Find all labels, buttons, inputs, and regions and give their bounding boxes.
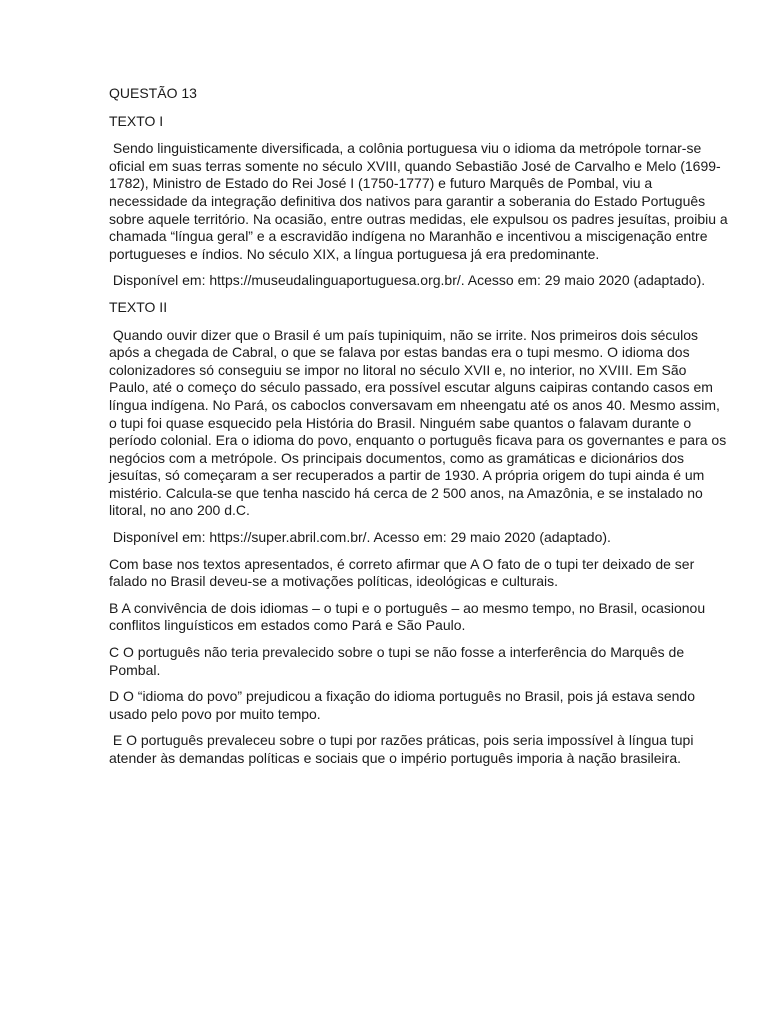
texto-1-source: Disponível em: https://museudalinguaportuguesa.org.br/. Acesso em: 29 maio 2020 (adaptado).: [109, 272, 706, 289]
texto-1-body: Sendo linguisticamente diversificada, a colônia portuguesa viu o idioma da metrópole tornar-se oficial em suas terras somente no século XVIII, quando Sebastião José de Carvalho e Melo (1699-1782), Ministro de Estado do Rei José I (1750-1777) e futuro Marquês de Pombal, viu a necessidade da integração definitiva dos nativos para garantir a soberania do Estado Português sobre aquele território. Na ocasião, entre outras medidas, ele expulsou os padres jesuítas, proibiu a chamada “língua geral” e a escravidão indígena no Maranhão e incentivou a miscigenação entre portugueses e índios. No século XIX, a língua portuguesa já era predominante.: [109, 140, 732, 262]
option-e: E O português prevaleceu sobre o tupi por razões práticas, pois seria impossível à língua tupi atender às demandas políticas e sociais que o império português imporia à nação brasileira.: [109, 732, 698, 766]
option-b: B A convivência de dois idiomas – o tupi e o português – ao mesmo tempo, no Brasil, ocasionou conflitos linguísticos em estados como Pará e São Paulo.: [109, 599, 710, 634]
question-prompt-option-a: Com base nos textos apresentados, é correto afirmar que A O fato de o tupi ter deixado de ser falado no Brasil deveu-se a motivações políticas, ideológicas e culturais.: [109, 555, 699, 590]
texto-2-body: Quando ouvir dizer que o Brasil é um país tupiniquim, não se irrite. Nos primeiros dois séculos após a chegada de Cabral, o que se falava por estas bandas era o tupi mesmo. O idioma dos colonizadores só conseguiu se impor no litoral no século XVII e, no interior, no XVIII. Em São Paulo, até o começo do século passado, era possível escutar alguns caipiras contando casos em língua indígena. No Pará, os caboclos conversavam em nheengatu até os anos 40. Mesmo assim, o tupi foi quase esquecido pela História do Brasil. Ninguém sabe quantos o falavam durante o período colonial. Era o idioma do povo, enquanto o português ficava para os governantes e para os negócios com a metrópole. Os principais documentos, como as gramáticas e dicionários dos jesuítas, só começaram a ser recuperados a partir de 1930. A própria origem do tupi ainda é um mistério. Calcula-se que tenha nascido há cerca de 2 500 anos, na Amazônia, e se instalado no litoral, no ano 200 d.C.: [109, 326, 731, 519]
texto-2-source: Disponível em: https://super.abril.com.br/. Acesso em: 29 maio 2020 (adaptado).: [109, 529, 611, 546]
texto-1-heading: TEXTO I: [109, 112, 164, 129]
option-d: D O “idioma do povo” prejudicou a fixação do idioma português no Brasil, pois já estava sendo usado pelo povo por muito tempo.: [109, 688, 699, 722]
question-title: QUESTÃO 13: [109, 85, 197, 101]
option-c: C O português não teria prevalecido sobre o tupi se não fosse a interferência do Marquês de Pombal.: [109, 644, 689, 678]
texto-2-heading: TEXTO II: [109, 298, 168, 315]
